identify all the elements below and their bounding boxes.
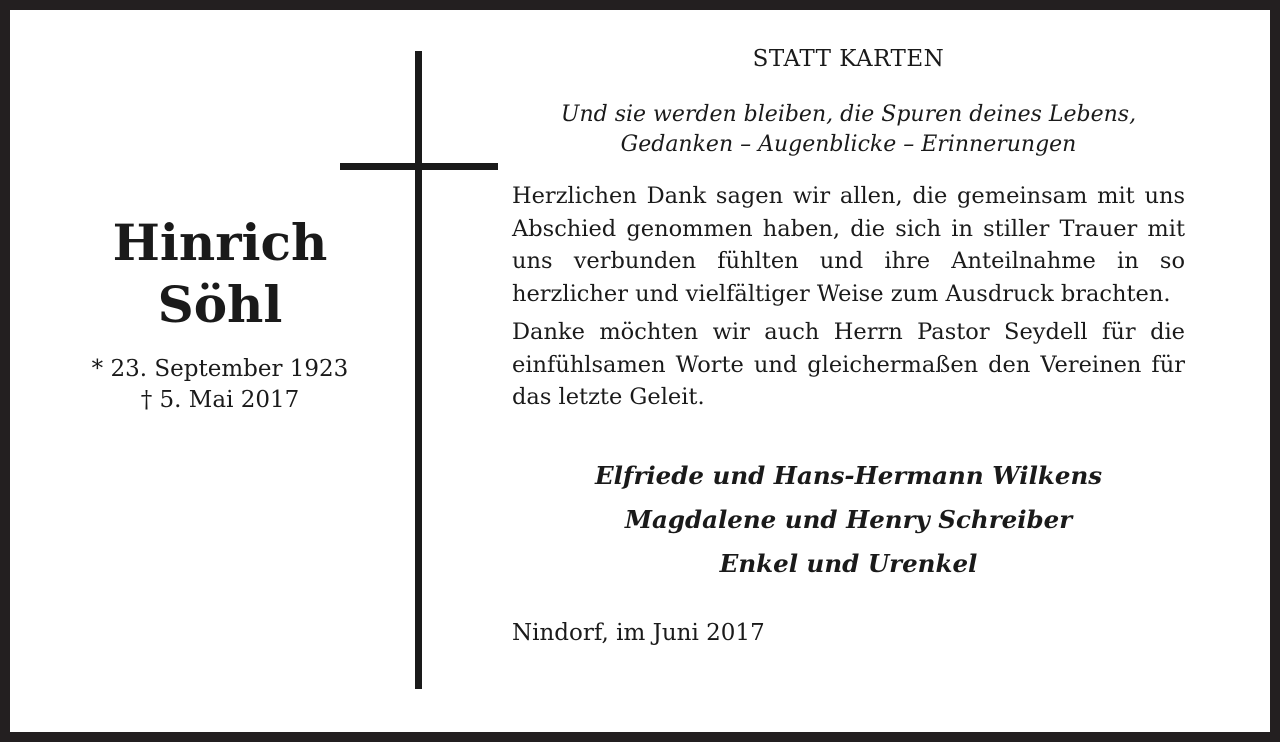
signer-line: Enkel und Urenkel bbox=[719, 548, 978, 578]
life-dates bbox=[50, 354, 390, 416]
signer-line: Magdalene und Henry Schreiber bbox=[624, 504, 1073, 534]
place-date: Nindorf, im Juni 2017 bbox=[512, 619, 765, 646]
deceased-block bbox=[50, 212, 390, 416]
thanks-text bbox=[512, 180, 1185, 414]
deceased-last-name: Söhl bbox=[157, 275, 283, 334]
thanks-paragraph: Herzlichen Dank sagen wir allen, die gemeinsam mit uns Abschied genommen haben, die sich in stiller Trauer mit uns verbunden fühlten und ihre Anteilnahme in so herzlicher und vielfältiger Weise zum Ausdruck brachten. bbox=[512, 183, 1185, 307]
motto-line: Und sie werden bleiben, die Spuren deines Lebens, bbox=[560, 102, 1137, 127]
notice-text-block bbox=[512, 44, 1185, 648]
cross-horizontal-beam bbox=[340, 163, 498, 170]
motto bbox=[512, 100, 1185, 160]
cross-vertical-beam bbox=[415, 51, 422, 689]
signers bbox=[512, 454, 1185, 586]
death-date: † 5. Mai 2017 bbox=[140, 387, 300, 413]
notice-heading: STATT KARTEN bbox=[752, 46, 945, 72]
thanks-paragraph: Danke möchten wir auch Herrn Pastor Seydell für die einfühlsamen Worte und gleichermaßen den Vereinen für das letzte Geleit. bbox=[512, 319, 1185, 410]
motto-line: Gedanken – Augenblicke – Erinnerungen bbox=[620, 132, 1077, 157]
deceased-first-name: Hinrich bbox=[112, 213, 328, 272]
birth-date: * 23. September 1923 bbox=[91, 356, 349, 382]
signer-line: Elfriede und Hans-Hermann Wilkens bbox=[594, 460, 1103, 490]
